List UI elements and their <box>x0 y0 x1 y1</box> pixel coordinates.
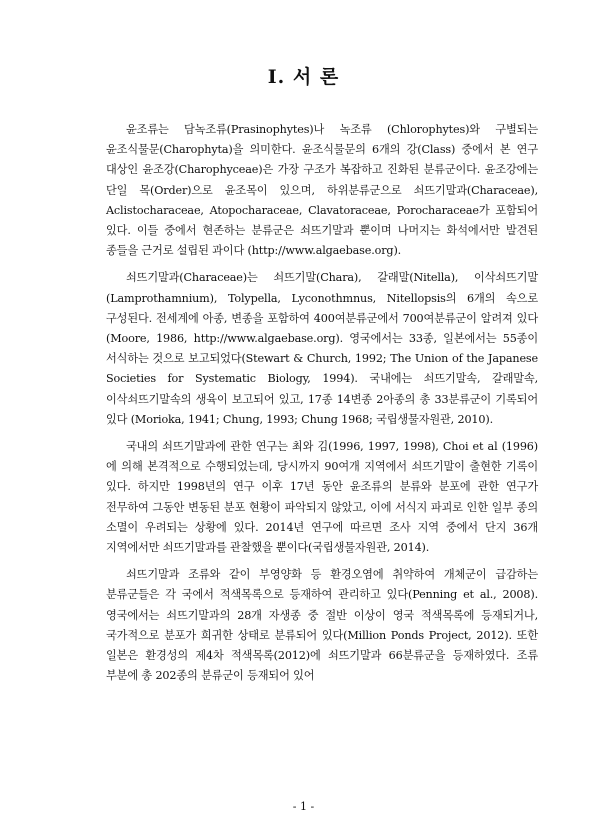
paragraph-4: 쇠뜨기말과 조류와 같이 부영양화 등 환경오염에 취약하여 개체군이 급감하는 분류군들은 각 국에서 적색목록으로 등재하여 관리하고 있다(Penning et al., 2008). 영국에서는 쇠뜨기말과의 28개 자생종 중 절반 이상이 영국 적색목록에 등재되거나, 국가적으로 분포가 희귀한 상태로 분류되어 있다(Million Ponds Project, 2012). 또한 일본은 환경성의 제4차 적색목록(2012)에 쇠뜨기말과 66분류군을 등재하였다. 조류 부분에 총 202종의 분류군이 등재되어 있어 <box>106 568 538 683</box>
paragraph-2: 쇠뜨기말과(Characeae)는 쇠뜨기말(Chara), 갈래말(Nitella), 이삭쇠뜨기말(Lamprothamnium), Tolypella, Lyconothmnus, Nitellopsis의 6개의 속으로 구성된다. 전세계에 아종, 변종을 포함하여 400여분류군에서 700여분류군이 알려져 있다(Moore, 1986, http://www.algaebase.org). 영국에서는 33종, 일본에서는 55종이 서식하는 것으로 보고되었다(Stewart & Church, 1992; The Union of the Japanese Societies for Systematic Biology, 1994). 국내에는 쇠뜨기말속, 갈래말속, 이삭쇠뜨기말속의 생육이 보고되어 있고, 17종 14변종 2아종의 총 33분류군이 기록되어 있다 (Morioka, 1941; Chung, 1993; Chung 1968; 국립생물자원관, 2010). <box>106 271 538 426</box>
body-text <box>106 120 538 693</box>
section-title: I. 서 론 <box>267 66 340 88</box>
paragraph-3: 국내의 쇠뜨기말과에 관한 연구는 최와 김(1996, 1997, 1998), Choi et al (1996)에 의해 본격적으로 수행되었는데, 당시까지 90여개 지역에서 쇠뜨기말이 출현한 기록이 있다. 하지만 1998년의 연구 이후 17년 동안 윤조류의 분류와 분포에 관한 연구가 전무하여 그동안 변동된 분포 현황이 파악되지 않았고, 이에 서식지 파괴로 인한 일부 종의 소멸이 우려되는 상황에 있다. 2014년 연구에 따르면 조사 지역 중에서 단지 36개 지역에서만 쇠뜨기말과를 관찰했을 뿐이다(국립생물자원관, 2014). <box>106 440 538 555</box>
paragraph-1: 윤조류는 담녹조류(Prasinophytes)나 녹조류 (Chlorophytes)와 구별되는 윤조식물문(Charophyta)을 의미한다. 윤조식물문의 6개의 강(Class) 중에서 본 연구 대상인 윤조강(Charophyceae)은 가장 구조가 복잡하고 진화된 분류군이다. 윤조강에는 단일 목(Order)으로 윤조목이 있으며, 하위분류군으로 쇠뜨기말과(Characeae), Aclistocharaceae, Atopocharaceae, Clavatoraceae, Porocharaceae가 포함되어 있다. 이들 중에서 현존하는 분류군은 쇠뜨기말과 뿐이며 나머지는 화석에서만 발견된 종들을 근거로 설립된 과이다 (http://www.algaebase.org). <box>106 123 538 258</box>
page-number: - 1 - <box>292 800 315 813</box>
